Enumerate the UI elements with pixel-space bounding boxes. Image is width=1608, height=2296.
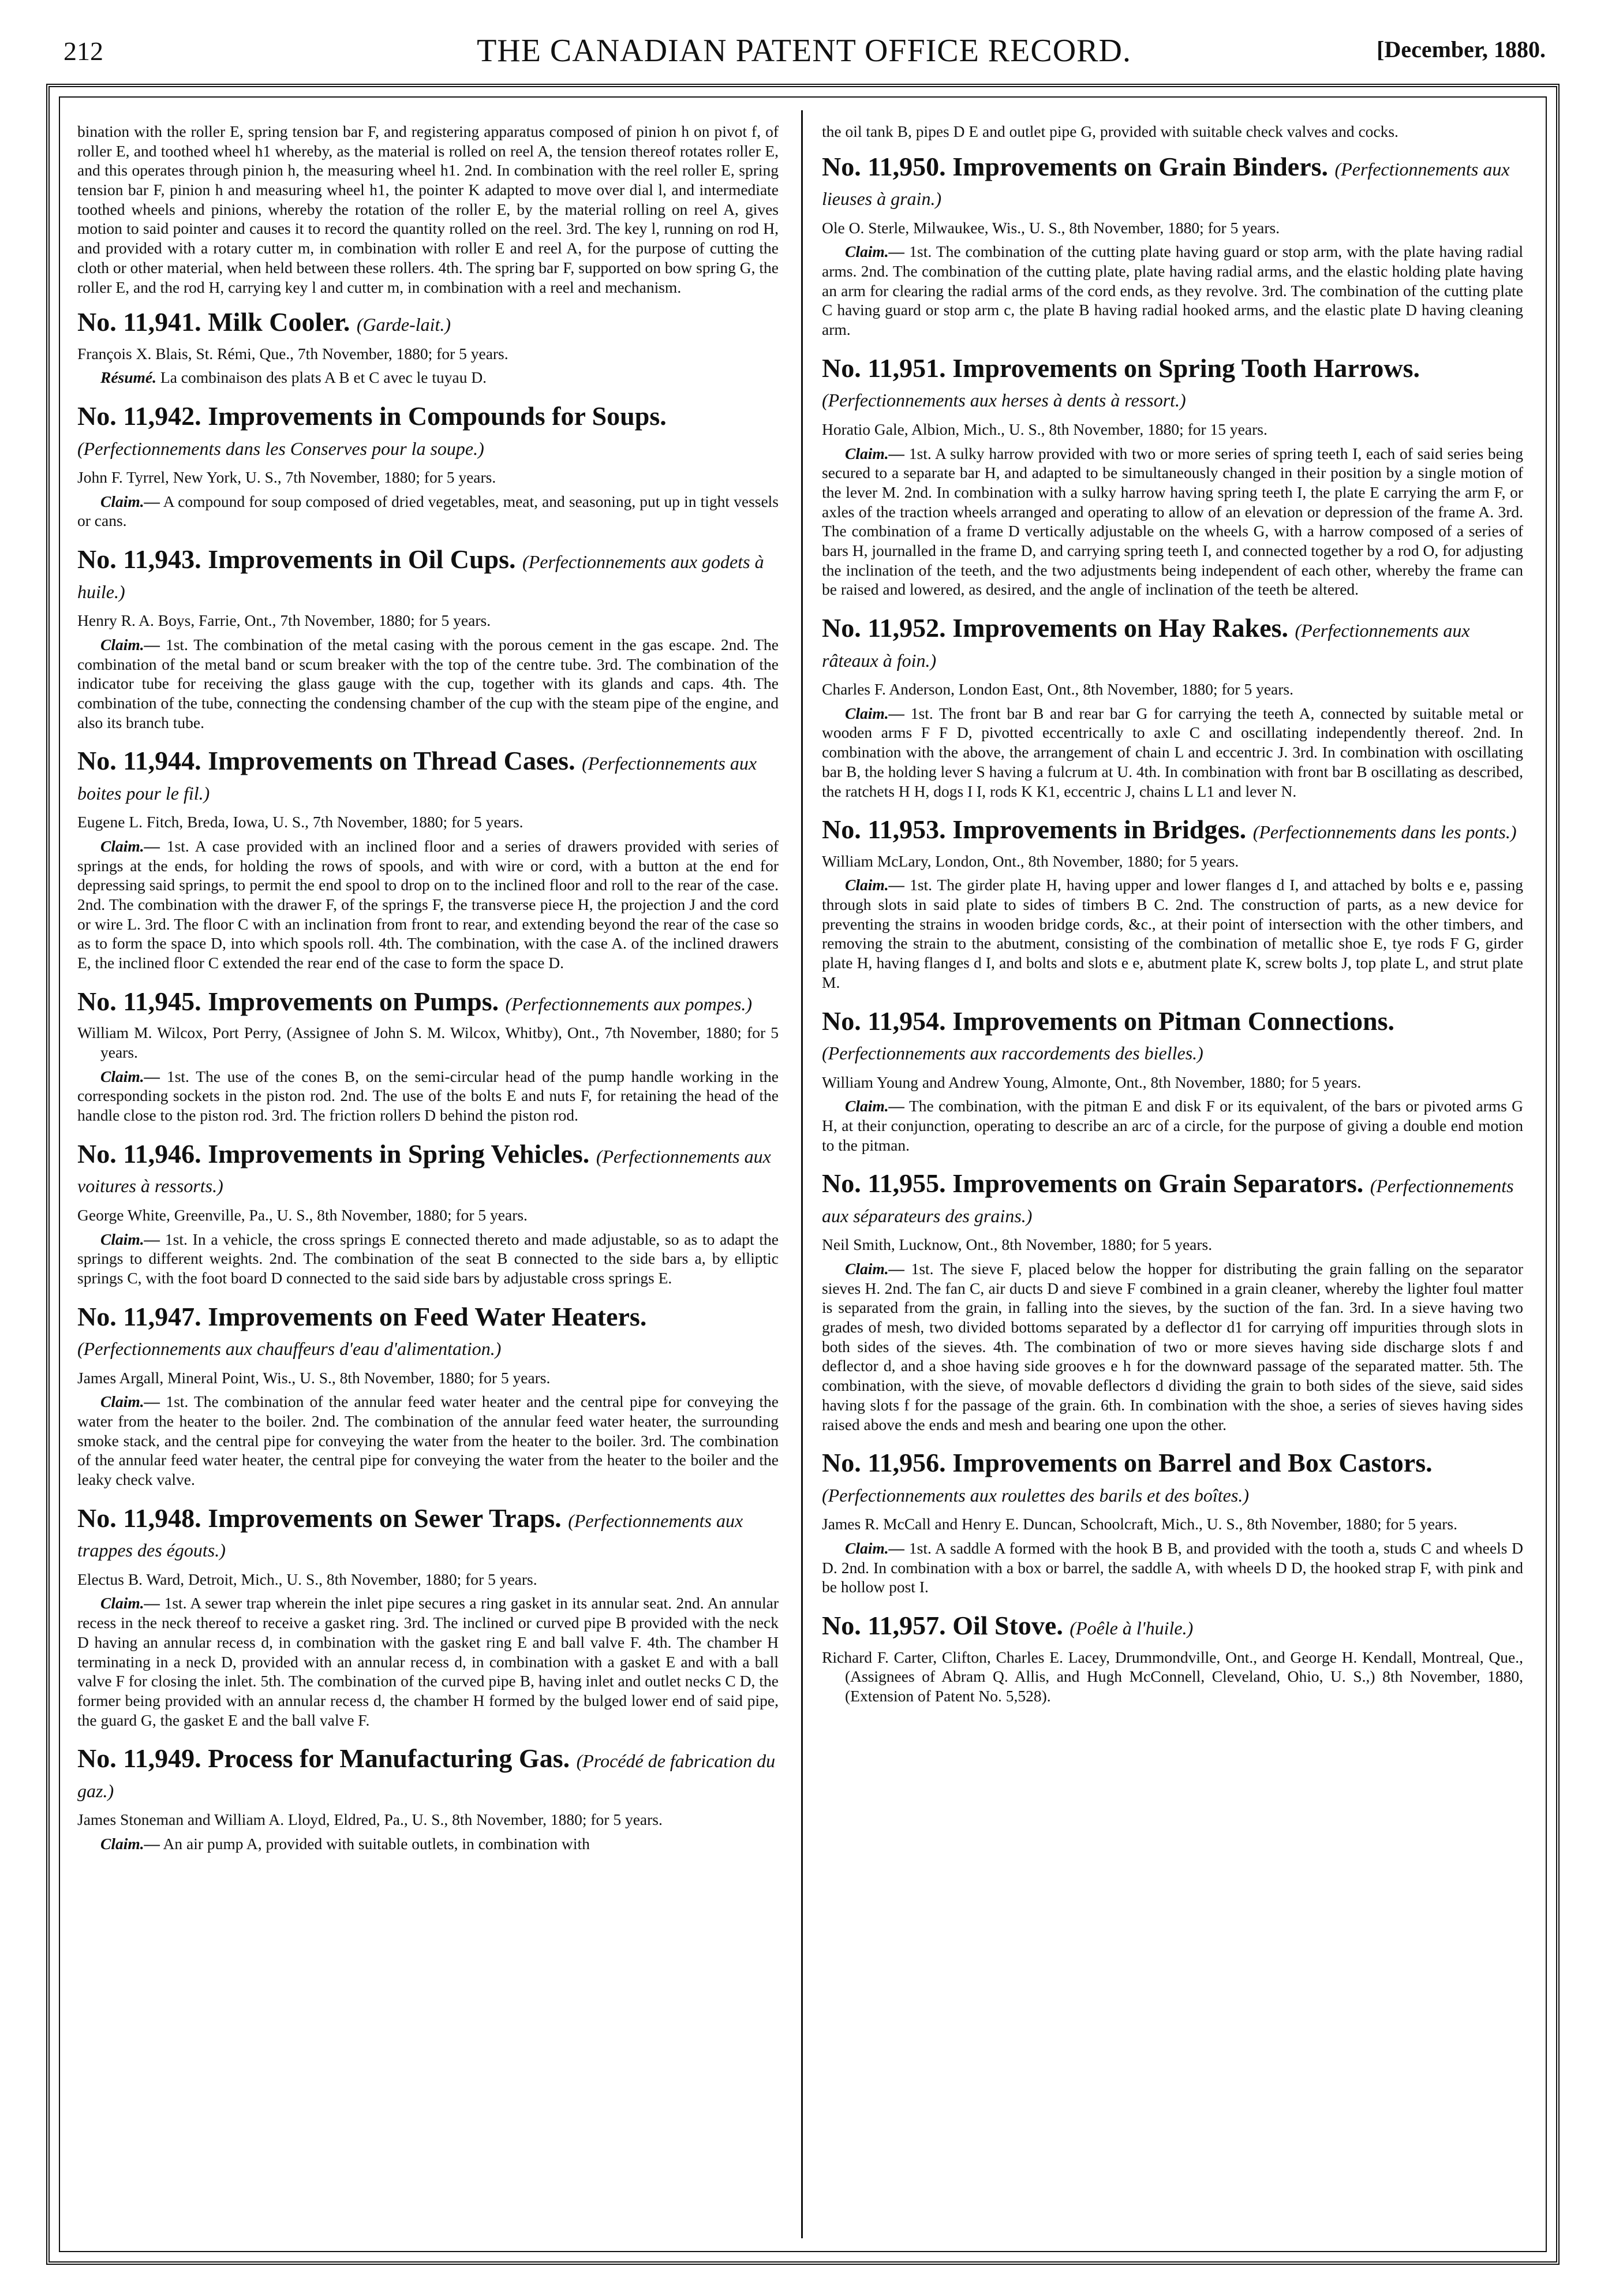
patent-title: Improvements on Sewer Traps. [208,1503,562,1533]
patent-entry [77,1302,779,1489]
patent-number: No. 11,948. [77,1503,201,1533]
patent-number: No. 11,945. [77,986,201,1016]
patent-number: No. 11,946. [77,1138,201,1168]
claim-label: Claim.— [845,876,905,894]
patent-french-title: (Perfectionnements aux trappes des égouts.) [77,1510,743,1561]
patent-title: Process for Manufacturing Gas. [208,1744,570,1774]
patent-french-title: (Perfectionnements aux voitures à ressorts.) [77,1145,771,1197]
continued-claim-text: bination with the roller E, spring tension bar F, and registering apparatus composed of pinion h on pivot f, of roller E, and toothed wheel h1 whereby, as the material is rolled on reel A, the tension thereof rotates roller E, and this operates through pinion h, the measuring wheel h1. 2nd. In combination with the reel roller E, spring tension bar F, pinion h and measuring wheel h1, the pointer K adapted to move over dial l, and intermediate toothed wheels and pinions, whereby the rotation of the roller E, by the material rolling on reel A, gives motion to said pointer and causes it to record the quantity rolled on the reel. 3rd. The key l, running on rod H, and provided with a rotary cutter m, in combination with roller E and reel A, for the purpose of cutting the cloth or other material, when held between these rollers. 4th. The spring bar F, supported on bow spring G, the roller E, and the rod H, carrying key l and cutter m, in combination with a reel and mechanism. [77,122,779,296]
claim-text: La combinaison des plats A B et C avec le tuyau D. [160,368,487,387]
claim-label: Claim.— [100,1067,160,1085]
patent-number: No. 11,950. [822,151,946,181]
patent-number: No. 11,943. [77,544,201,574]
claim-label: Claim.— [100,1594,160,1612]
patent-grantee: James Stoneman and William A. Lloyd, Eldred, Pa., U. S., 8th November, 1880; for 5 years. [77,1810,663,1829]
claim-text: A compound for soup composed of dried vegetables, meat, and seasoning, put up in tight vessels or cans. [77,492,779,530]
patent-grantee: Electus B. Ward, Detroit, Mich., U. S., 8th November, 1880; for 5 years. [77,1570,537,1588]
patent-entry [77,1503,779,1730]
patent-heading [77,307,779,337]
patent-grantee: Horatio Gale, Albion, Mich., U. S., 8th November, 1880; for 15 years. [822,420,1267,438]
claim-text: 1st. The combination of the cutting plate having guard or stop arm, with the plate having radial arms. 2nd. The combination of the cutting plate, plate having radial arms, and the elastic holding plate having an arm for clearing the radial arms of the cord ends, as they revolve. 3rd. The combination of the cutting plate C having guard or stop arm c, the plate B having radial hooked arms, and the elastic plate D having cleaning arm. [822,242,1523,339]
patent-french-title: (Perfectionnements aux chauffeurs d'eau d'alimentation.) [77,1338,502,1360]
patent-heading [77,1744,779,1803]
patent-grantee: Charles F. Anderson, London East, Ont., 8th November, 1880; for 5 years. [822,680,1293,699]
left-column [77,122,779,1868]
patent-number: No. 11,955. [822,1168,946,1199]
patent-claim [822,1539,1523,1597]
patent-claim [822,1096,1523,1155]
patent-title: Improvements on Grain Binders. [952,151,1329,181]
page-frame [46,84,1560,2265]
patent-number: No. 11,942. [77,401,201,431]
claim-text: 1st. A saddle A formed with the hook B B, and provided with the tooth a, studs C and wheels D D. 2nd. In combination with a box or barrel, the saddle A, with wheels D D, the hooked strap F, with pink and be hollow post I. [822,1539,1524,1596]
patent-claim [77,492,779,531]
claim-text: 1st. The sieve F, placed below the hopper for distributing the grain falling on the separator sieves H. 2nd. The fan C, air ducts D and sieve F combined in a grain cleaner, whereby the lighter foul matter is separated from the grain, in falling into the sieves, by the suction of the fan. 3rd. In a sieve having two grades of mesh, two divided bottoms separated by a deflector d1 for carrying off impurities through slots in both sides of the sieves. 4th. The combination of two or more sieves having side discharge slots f and deflector d, and a shoe having side grooves e h for the downward passage of the separated matter. 5th. The combination, with the sieve, of movable deflectors d dividing the grain to both sides of the sieve, said sides having slots f for the passage of the grain. 6th. In combination with the shoe, a series of sieves having sides raised above the ends and mesh and bearing one upon the other. [822,1260,1523,1433]
patent-french-title: (Perfectionnements aux roulettes des barils et des boîtes.) [822,1484,1249,1506]
patent-entry [77,1744,779,1853]
patent-french-title: (Perfectionnements aux séparateurs des grains.) [822,1175,1514,1226]
right-column [822,122,1523,1720]
patent-heading [77,1139,779,1199]
patent-grantee: Eugene L. Fitch, Breda, Iowa, U. S., 7th November, 1880; for 5 years. [77,813,523,831]
claim-label: Claim.— [845,242,905,261]
patent-french-title: (Perfectionnements dans les ponts.) [1252,822,1517,843]
patent-grantee: Henry R. A. Boys, Farrie, Ont., 7th November, 1880; for 5 years. [77,611,491,630]
patent-title: Improvements on Pumps. [208,986,499,1016]
page-number: 212 [63,36,103,66]
patent-heading [77,987,779,1017]
journal-title: THE CANADIAN PATENT OFFICE RECORD. [477,33,1131,69]
patent-number: No. 11,951. [822,353,946,383]
patent-number: No. 11,941. [77,307,201,337]
patent-entry [77,987,779,1125]
patent-claim [822,704,1523,801]
patent-entry [77,401,779,531]
claim-label: Claim.— [100,837,160,856]
patent-entry [77,544,779,732]
patent-title: Improvements in Bridges. [952,815,1247,845]
patent-title: Improvements on Pitman Connections. [952,1006,1395,1036]
patent-title: Improvements in Spring Vehicles. [208,1138,590,1168]
patent-title: Improvements on Grain Separators. [952,1168,1364,1199]
patent-heading [822,613,1523,673]
claim-text: The combination, with the pitman E and disk F or its equivalent, of the bars or pivoted arms G H, at their conjunction, operating to describe an arc of a circle, for the purpose of giving a double end motion to the pitman. [822,1097,1523,1154]
patent-entry [77,307,779,387]
patent-number: No. 11,956. [822,1448,946,1478]
patent-heading [822,1006,1523,1066]
continued-claim-text-right: the oil tank B, pipes D E and outlet pipe G, provided with suitable check valves and cocks. [822,122,1398,140]
patent-french-title: (Perfectionnements aux râteaux à foin.) [822,620,1470,671]
patent-title: Improvements in Oil Cups. [208,544,516,574]
patent-entry [77,1139,779,1288]
patent-heading [77,401,779,461]
patent-grantee: William M. Wilcox, Port Perry, (Assignee of John S. M. Wilcox, Whitby), Ont., 7th November, 1880; for 5 years. [77,1024,779,1062]
claim-label: Résumé. [100,368,157,387]
claim-text: 1st. A sewer trap wherein the inlet pipe secures a ring gasket in its annular seat. 2nd. An annular recess in the neck thereof to receive a gasket ring. 3rd. The inclined or curved pipe B provided with the neck D having an annular recess d, in combination with the gasket ring E and ball valve F. 4th. The chamber H terminating in a neck D, provided with an annular recess d, in combination with a gasket E and with a ball valve F for closing the inlet. 5th. The combination of the curved pipe B, having inlet and outlet necks C D, the former being provided with an annular recess d, the chamber H formed by the bulged lower end of said pipe, the guard G, the gasket E and the ball valve F. [77,1594,779,1729]
patent-title: Improvements on Thread Cases. [208,746,575,776]
patent-claim [77,635,779,732]
patent-heading [77,1302,779,1361]
patent-claim [77,1834,779,1854]
claim-text: 1st. The combination of the metal casing with the porous cement in the gas escape. 2nd. The combination of the metal band or scum breaker with the top of the centre tube. 3rd. The combination of the indicator tube for receiving the glass gauge with the cup, together with its glands and caps. 4th. The combination of the tube, connecting the condensing chamber of the cup with the steam pipe of the engine, and also its branch tube. [77,635,779,731]
patent-grantee: William McLary, London, Ont., 8th November, 1880; for 5 years. [822,852,1239,870]
patent-grantee: Ole O. Sterle, Milwaukee, Wis., U. S., 8th November, 1880; for 5 years. [822,218,1280,237]
claim-label: Claim.— [100,492,160,510]
patent-grantee: François X. Blais, St. Rémi, Que., 7th November, 1880; for 5 years. [77,344,508,363]
patent-grantee: John F. Tyrrel, New York, U. S., 7th November, 1880; for 5 years. [77,468,496,487]
patent-entry [822,1006,1523,1155]
claim-label: Claim.— [845,1097,905,1115]
patent-number: No. 11,947. [77,1301,201,1331]
patent-number: No. 11,952. [822,613,946,643]
patent-french-title: (Perfectionnements aux herses à dents à ressort.) [822,390,1186,411]
patent-heading [822,1448,1523,1507]
claim-label: Claim.— [100,1230,160,1248]
patent-grantee: Neil Smith, Lucknow, Ont., 8th November, 1880; for 5 years. [822,1235,1213,1254]
patent-entry [822,1168,1523,1434]
patent-entry [822,353,1523,599]
claim-text: 1st. The combination of the annular feed water heater and the central pipe for conveying the water from the heater to the boiler. 2nd. The combination of the annular feed water heater, the surrounding smoke stack, and the central pipe for conveying the water from the heater to the boiler. 3rd. The combination of the annular feed water heater, the central pipe for conveying the water from the heater to the boiler and the leaky check valve. [77,1392,779,1489]
patent-claim [77,1230,779,1288]
patent-claim [77,1392,779,1489]
claim-text: 1st. In a vehicle, the cross springs E connected thereto and made adjustable, so as to adapt the springs to different weights. 2nd. The combination of the seat B connected to the side bars a, by elliptic springs C, with the foot board D connected to the said side bars by adjustable cross springs E. [77,1230,779,1287]
patent-french-title: (Garde-lait.) [356,314,451,335]
patent-heading [77,1503,779,1563]
claim-text: 1st. The use of the cones B, on the semi-circular head of the pump handle working in the corresponding sockets in the piston rod. 2nd. The use of the bolts E and nuts F, for retaining the head of the handle close to the piston rod. 3rd. The friction rollers D behind the piston rod. [77,1067,779,1125]
patent-claim [77,1593,779,1730]
patent-entry [77,746,779,973]
claim-text: 1st. The girder plate H, having upper and lower flanges d I, and attached by bolts e e, passing through slots in said plate to sides of timbers B C. 2nd. The construction of parts, as a new device for preventing the strains in wooden bridge cords, &c., at their point of intersection with the other timbers, and removing the strain to the abutment, consisting of the combination of metallic shoe E, tye rods F G, girder plate H, having flanges d I, and bolts and slots e e, abutment plate K, screw bolts J, top plate L, and strut plate M. [822,876,1523,991]
patent-grantee: James R. McCall and Henry E. Duncan, Schoolcraft, Mich., U. S., 8th November, 1880; for 5 years. [822,1515,1457,1533]
patent-heading [822,353,1523,413]
patent-claim [77,368,779,387]
patent-grantee: George White, Greenville, Pa., U. S., 8th November, 1880; for 5 years. [77,1205,528,1224]
patent-title: Improvements on Hay Rakes. [952,613,1289,643]
column-divider [801,110,803,2238]
patent-title: Improvements on Barrel and Box Castors. [952,1448,1433,1478]
patent-entry [822,613,1523,801]
patent-grantee: James Argall, Mineral Point, Wis., U. S., 8th November, 1880; for 5 years. [77,1368,551,1387]
patent-french-title: (Perfectionnements aux lieuses à grain.) [822,158,1510,210]
patent-heading [822,152,1523,211]
claim-label: Claim.— [100,635,160,654]
patent-french-title: (Perfectionnements aux godets à huile.) [77,551,764,602]
claim-text: An air pump A, provided with suitable outlets, in combination with [163,1835,590,1853]
claim-text: 1st. The front bar B and rear bar G for carrying the teeth A, connected by suitable metal or wooden arms F F D, pivotted eccentrically to axle C and oscillating independently thereof. 2nd. In combination with the above, the arrangement of chain L and eccentric J. 3rd. In combination with oscillating bar B, the holding lever S having a fulcrum at U. 4th. In combination with front bar B oscillating as described, the ratchets H H, dogs I I, rods K K1, eccentric J, chains L L1 and lever N. [822,704,1523,800]
patent-french-title: (Perfectionnements aux boites pour le fil.) [77,753,757,804]
claim-text: 1st. A sulky harrow provided with two or more series of spring teeth I, each of said series being secured to a separate bar H, and adapted to be simultaneously changed in their position by a single motion of the lever M. 2nd. In combination with a sulky harrow having spring teeth I, the plate E carrying the arm F, or axles of the traction wheels arranged and operating to allow of an elevation or depression of the frame A. 3rd. The combination of a frame D vertically adjustable on the wheels G, with a harrow composed of a series of bars H, journalled in the frame D, and carrying spring teeth I, and connected together by a rod O, for adjusting the inclination of the teeth, and the two adjustments being independent of each other, whereby the frame can be raised and lowered, as desired, and the angle of inclination of the teeth be altered. [822,444,1523,599]
patent-heading [822,1168,1523,1228]
patent-number: No. 11,953. [822,815,946,845]
patent-title: Oil Stove. [952,1611,1063,1641]
patent-entry [822,152,1523,339]
patent-number: No. 11,949. [77,1744,201,1774]
claim-label: Claim.— [845,444,905,462]
patent-number: No. 11,944. [77,746,201,776]
patent-french-title: (Procédé de fabrication du gaz.) [77,1750,776,1801]
claim-label: Claim.— [100,1835,160,1853]
patent-entry [822,815,1523,992]
patent-entry [822,1448,1523,1597]
issue-date: [December, 1880. [1377,36,1546,62]
patent-title: Improvements in Compounds for Soups. [208,401,667,431]
patent-number: No. 11,957. [822,1611,946,1641]
claim-label: Claim.— [845,704,905,722]
patent-entry [822,1611,1523,1706]
patent-french-title: (Poêle à l'huile.) [1069,1618,1194,1639]
running-head [58,30,1550,70]
patent-claim [822,1259,1523,1434]
patent-grantee: William Young and Andrew Young, Almonte, Ont., 8th November, 1880; for 5 years. [822,1073,1362,1091]
claim-text: 1st. A case provided with an inclined floor and a series of drawers provided with series of springs at the ends, for holding the rows of spools, and with wire or cord, with a button at the end for depressing said springs, to permit the end spool to drop on to the inclined floor and roll to the rear of the case. 2nd. The combination with the drawer F, of the springs F, the transverse piece H, the projection J and the cord or wire L. 3rd. The floor C with an inclination from front to rear, and extending beyond the rear of the case so as to form the space D, into which spools roll. 4th. The combination, with the case A. of the inclined drawers E, the inclined floor C extended the rear end of the case to form the space D. [77,837,779,972]
patent-title: Milk Cooler. [208,307,350,337]
patent-grantee: Richard F. Carter, Clifton, Charles E. Lacey, Drummondville, Ont., and George H. Kendall, Montreal, Que., (Assignees of Abram Q. Allis, and Hugh McConnell, Cleveland, Ohio, U. S.,) 8th November, 1880, (Extension of Patent No. 5,528). [822,1648,1523,1705]
patent-claim [822,875,1523,992]
patent-french-title: (Perfectionnements dans les Conserves pour la soupe.) [77,438,484,459]
claim-label: Claim.— [845,1260,905,1278]
patent-claim [77,1067,779,1125]
patent-title: Improvements on Spring Tooth Harrows. [952,353,1420,383]
patent-heading [822,815,1523,845]
patent-claim [822,242,1523,339]
patent-heading [77,544,779,604]
patent-heading [822,1611,1523,1641]
patent-french-title: (Perfectionnements aux raccordements des bielles.) [822,1043,1203,1064]
claim-label: Claim.— [100,1392,160,1411]
patent-number: No. 11,954. [822,1006,946,1036]
claim-label: Claim.— [845,1539,905,1557]
patent-claim [77,837,779,973]
patent-claim [822,444,1523,600]
patent-heading [77,746,779,805]
patent-title: Improvements on Feed Water Heaters. [208,1301,647,1331]
patent-french-title: (Perfectionnements aux pompes.) [505,993,753,1014]
